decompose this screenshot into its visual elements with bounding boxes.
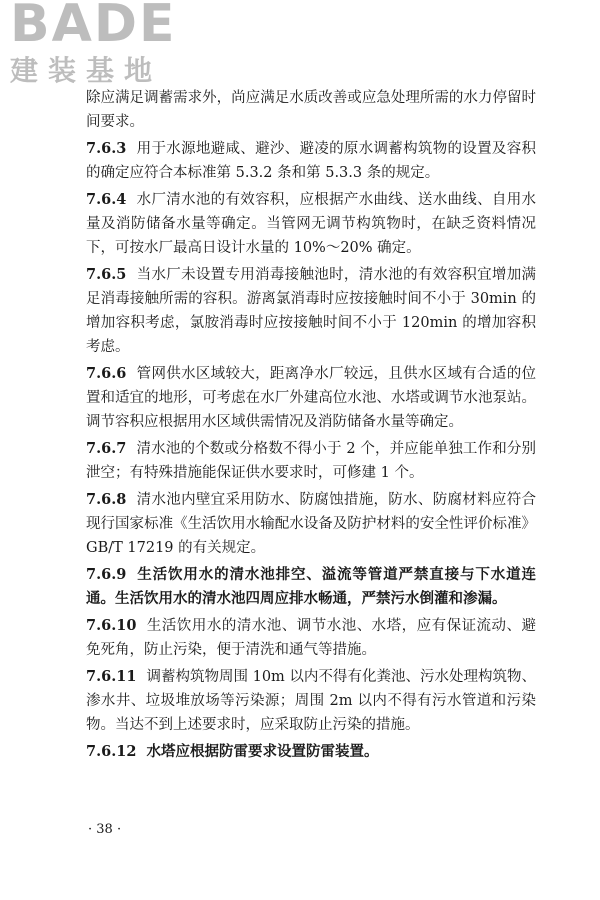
clause-7-6-5 [86,263,536,359]
clause-7-6-7 [86,437,536,485]
clause-text: 生活饮用水的清水池排空、溢流等管道严禁直接与下水道连通。生活饮用水的清水池四周应排水畅通，严禁污水倒灌和渗漏。 [86,566,536,607]
clause-7-6-8 [86,488,536,560]
clause-text: 清水池内壁宜采用防水、防腐蚀措施，防水、防腐材料应符合现行国家标准《生活饮用水输配水设备及防护材料的安全性评价标准》GB/T 17219 的有关规定。 [86,492,536,556]
clause-number: 7.6.3 [86,140,127,157]
clause-number: 7.6.9 [86,566,127,583]
clause-number: 7.6.5 [86,266,127,283]
clause-7-6-4 [86,188,536,260]
clause-text: 水厂清水池的有效容积，应根据产水曲线、送水曲线、自用水量及消防储备水量等确定。当管网无调节构筑物时，在缺乏资料情况下，可按水厂最高日设计水量的 10%～20% 确定。 [86,192,536,256]
clause-7-6-6 [86,362,536,434]
clause-number: 7.6.11 [86,668,137,685]
clause-7-6-12 [86,740,536,764]
clause-7-6-9 [86,563,536,611]
clause-number: 7.6.4 [86,191,127,208]
clause-7-6-11 [86,665,536,737]
clause-text: 用于水源地避咸、避沙、避凌的原水调蓄构筑物的设置及容积的确定应符合本标准第 5.3.2 条和第 5.3.3 条的规定。 [86,141,536,181]
clause-text: 清水池的个数或分格数不得小于 2 个，并应能单独工作和分别泄空；有特殊措施能保证供水要求时，可修建 1 个。 [86,441,536,481]
clause-number: 7.6.6 [86,365,127,382]
clause-number: 7.6.10 [86,617,137,634]
paragraph-continuation [86,86,536,134]
clause-text: 生活饮用水的清水池、调节水池、水塔，应有保证流动、避免死角，防止污染，便于清洗和通气等措施。 [86,618,536,658]
watermark-cjk: 建装基地 [10,54,163,87]
clause-7-6-3 [86,137,536,185]
paragraph-text: 除应满足调蓄需求外，尚应满足水质改善或应急处理所需的水力停留时间要求。 [86,90,536,130]
clause-text: 水塔应根据防雷要求设置防雷装置。 [146,743,379,760]
page-number: · 38 · [88,822,122,837]
clause-text: 调蓄构筑物周围 10m 以内不得有化粪池、污水处理构筑物、渗水井、垃圾堆放场等污染源；周围 2m 以内不得有污水管道和污染物。当达不到上述要求时，应采取防止污染的措施。 [86,669,536,733]
clause-7-6-10 [86,614,536,662]
watermark-latin: BADE [10,0,177,54]
watermark-logo [6,0,176,92]
document-body [86,86,536,767]
clause-number: 7.6.12 [86,743,137,760]
clause-text: 管网供水区域较大，距离净水厂较远，且供水区域有合适的位置和适宜的地形，可考虑在水厂外建高位水池、水塔或调节水池泵站。调节容积应根据用水区域供需情况及消防储备水量等确定。 [86,366,536,430]
clause-number: 7.6.8 [86,491,127,508]
clause-number: 7.6.7 [86,440,127,457]
clause-text: 当水厂未设置专用消毒接触池时，清水池的有效容积宜增加满足消毒接触所需的容积。游离氯消毒时应按接触时间不小于 30min 的增加容积考虑，氯胺消毒时应按接触时间不小于 120min 的增加容积考虑。 [86,267,536,355]
